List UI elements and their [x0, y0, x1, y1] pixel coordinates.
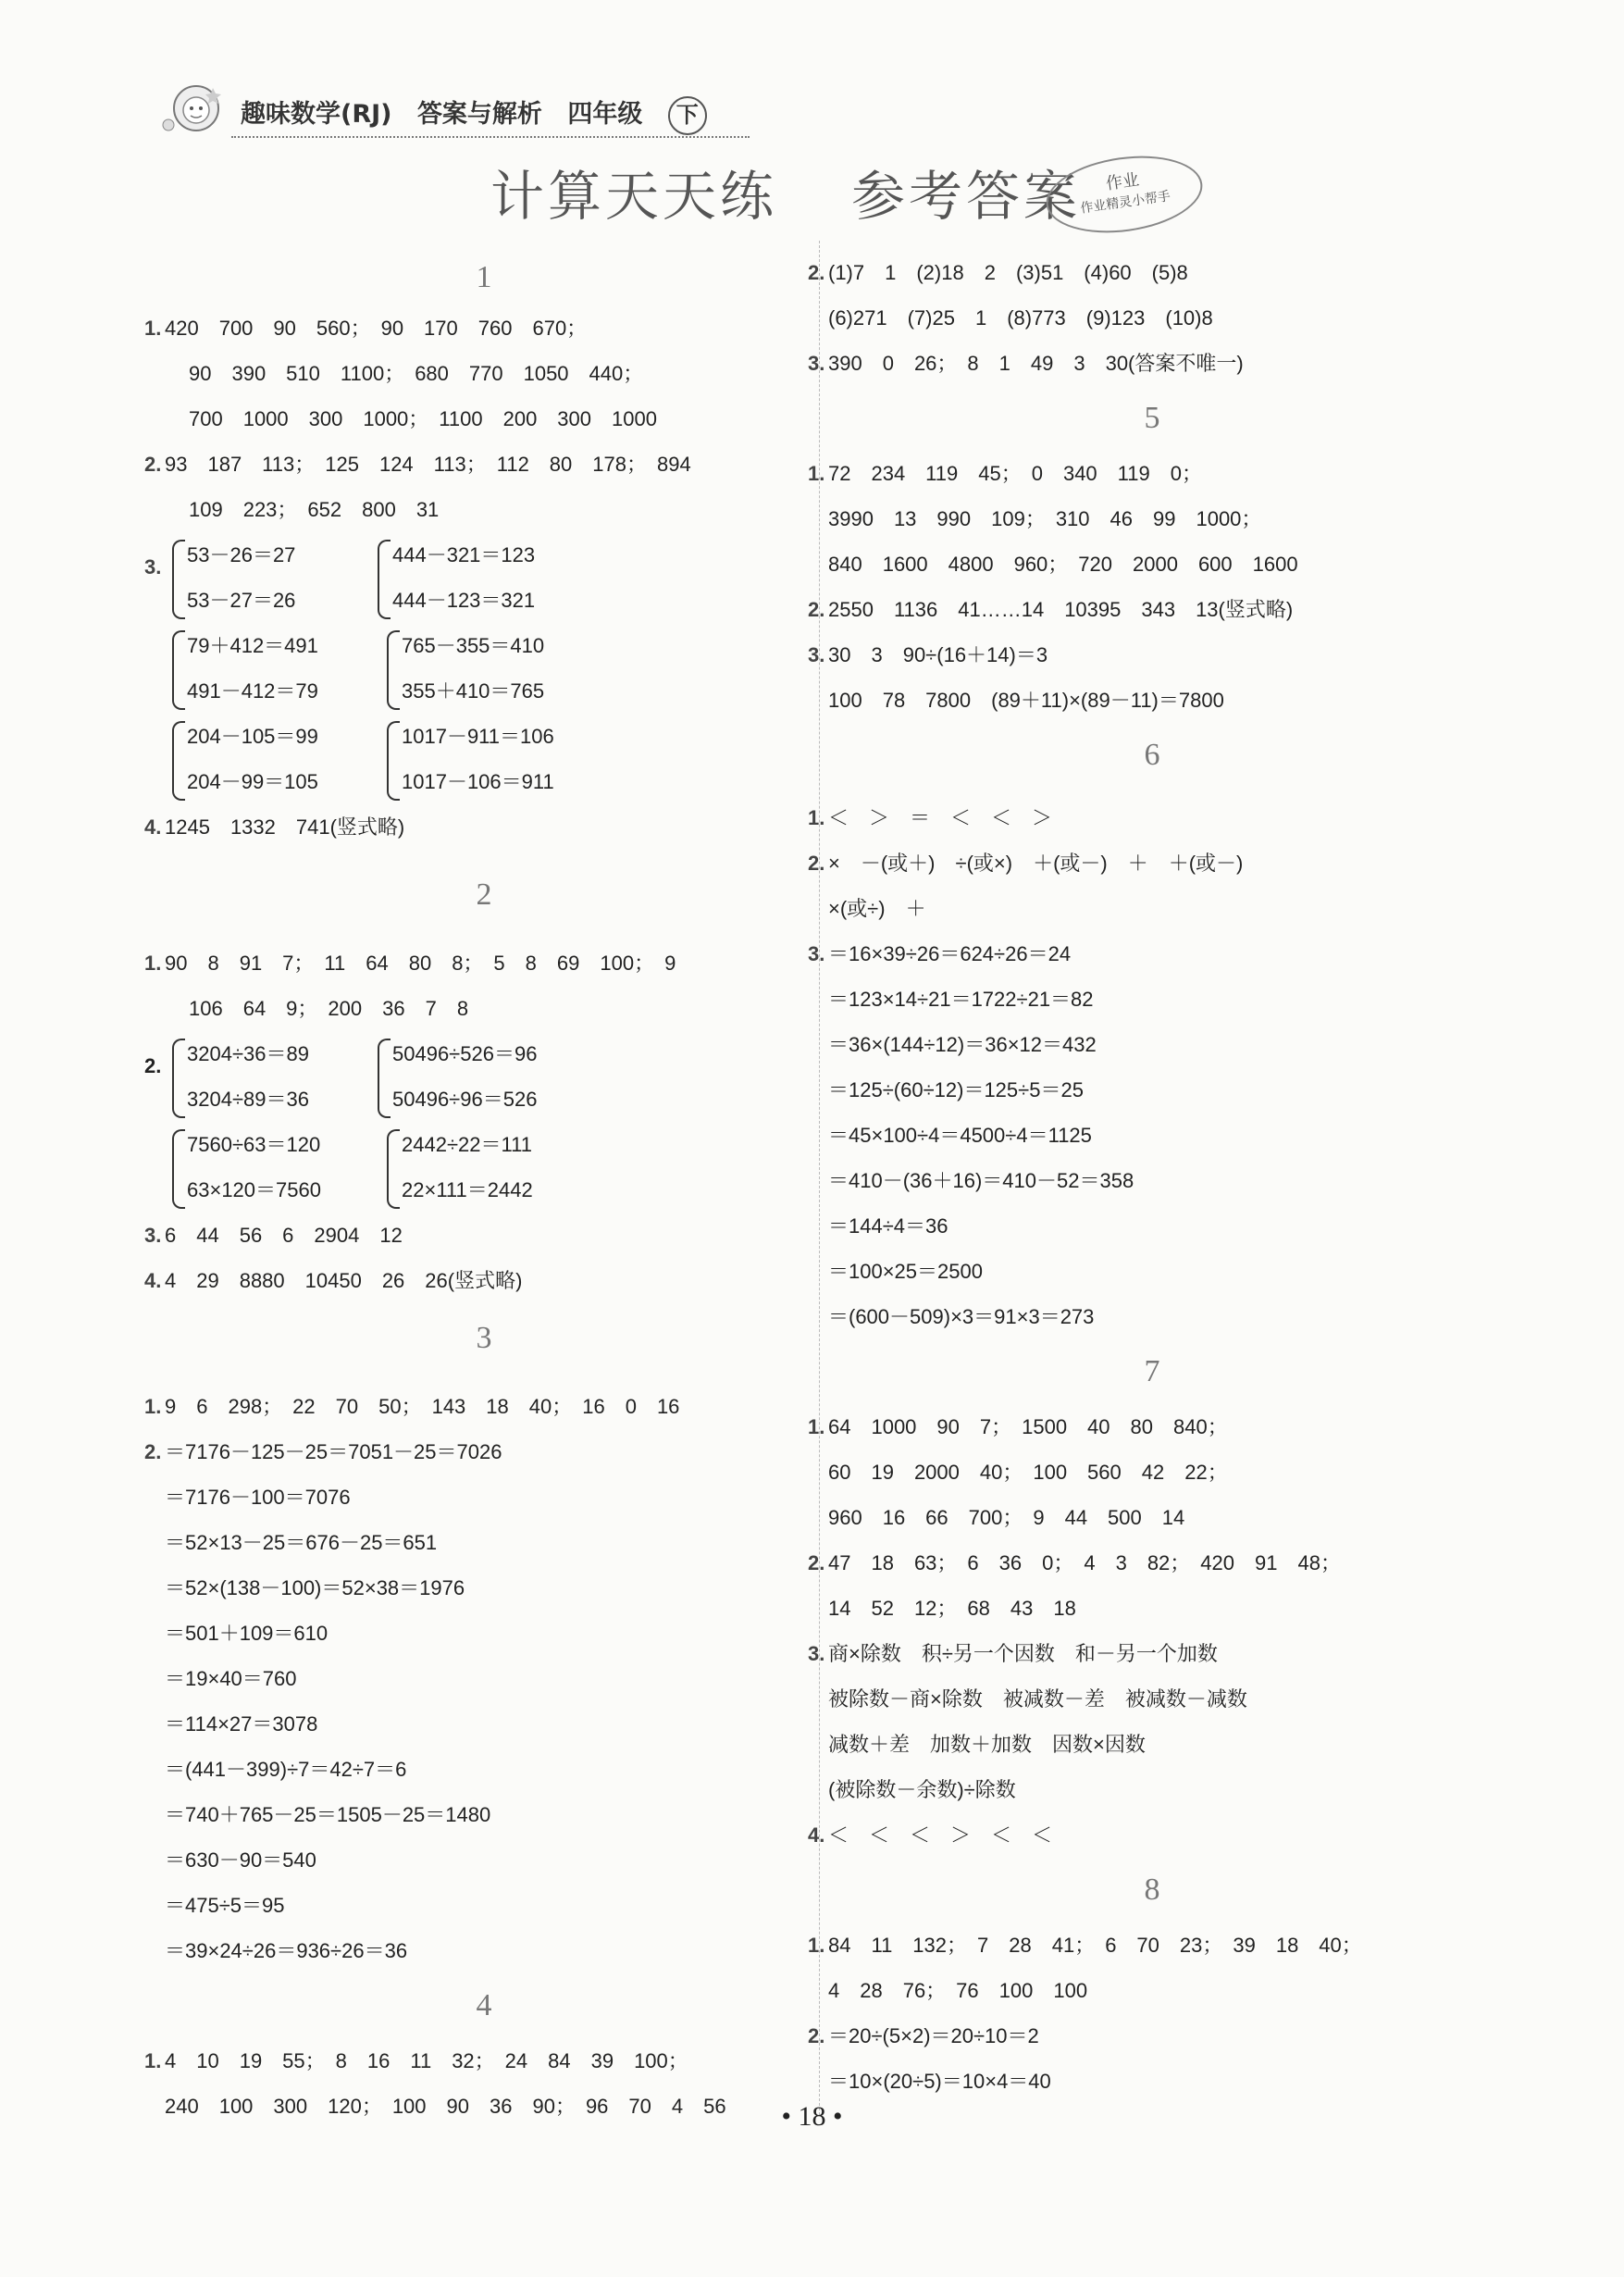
left-column — [144, 250, 803, 2129]
answer-line: 960 16 66 700； 9 44 500 14 — [828, 1506, 1185, 1529]
answer-line: 1. 72 234 119 45； 0 340 119 0； — [808, 462, 1202, 485]
book-series: 趣味数学(RJ) — [241, 100, 392, 129]
section-heading: 4 — [476, 1988, 492, 2022]
answer-line: ＝410－(36＋16)＝410－52＝358 — [828, 1169, 1134, 1192]
answer-line: 4 28 76； 76 100 100 — [828, 1979, 1088, 2002]
answer-line: 2. ＝7176－125－25＝7051－25＝7026 — [144, 1440, 502, 1463]
answer-line: (6)271 (7)25 1 (8)773 (9)123 (10)8 — [828, 306, 1213, 330]
answer-line: ＝36×(144÷12)＝36×12＝432 — [828, 1033, 1097, 1056]
answer-line: ＝144÷4＝36 — [828, 1214, 948, 1238]
book-section: 答案与解析 — [416, 100, 542, 129]
answer-line: 1. 84 11 132； 7 28 41； 6 70 23； 39 18 40； — [808, 1934, 1362, 1957]
answer-line: 2. 93 187 113； 125 124 113； 112 80 178； 894 — [144, 453, 691, 476]
book-header — [157, 79, 731, 143]
answer-line: 4. 4 29 8880 10450 26 26(竖式略) — [144, 1269, 523, 1292]
header-text — [241, 93, 724, 135]
answer-line: 60 19 2000 40； 100 560 42 22； — [828, 1461, 1228, 1484]
title-main: 计算天天练 — [490, 165, 778, 228]
page-number: • 18 • — [781, 2101, 843, 2132]
book-volume: 下 — [668, 96, 707, 135]
answer-line: ＝100×25＝2500 — [828, 1260, 983, 1283]
answer-line: 4. ＜ ＜ ＜ ＞ ＜ ＜ — [808, 1823, 1053, 1847]
section-heading: 7 — [1144, 1354, 1160, 1388]
answer-line: 100 78 7800 (89＋11)×(89－11)＝7800 — [828, 689, 1224, 712]
answer-line: ＝475÷5＝95 — [165, 1894, 285, 1917]
answer-line: 1. 90 8 91 7； 11 64 80 8； 5 8 69 100； 9 — [144, 952, 676, 975]
section-heading: 3 — [476, 1321, 492, 1355]
answer-line: 1. 64 1000 90 7； 1500 40 80 840； — [808, 1415, 1228, 1438]
answer-line: 2. (1)7 1 (2)18 2 (3)51 (4)60 (5)8 — [808, 261, 1188, 284]
answer-line: 840 1600 4800 960； 720 2000 600 1600 — [828, 553, 1298, 576]
section-heading: 5 — [1144, 401, 1160, 435]
answer-line: 4. 1245 1332 741(竖式略) — [144, 815, 405, 839]
answer-line: 90 390 510 1100； 680 770 1050 440； — [189, 362, 644, 385]
answer-line: ＝123×14÷21＝1722÷21＝82 — [828, 988, 1094, 1011]
answer-line: ＝7176－100＝7076 — [165, 1486, 351, 1509]
answer-line: 2. 47 18 63； 6 36 0； 4 3 82； 420 91 48； — [808, 1551, 1341, 1574]
answer-line: 减数＋差 加数＋加数 因数×因数 — [828, 1733, 1146, 1756]
section-heading: 6 — [1144, 738, 1160, 772]
answer-line: ＝45×100÷4＝4500÷4＝1125 — [828, 1124, 1092, 1147]
watermark-stamp: 作业 作业精灵小帮手 — [1041, 147, 1207, 243]
answer-line: 2. × －(或＋) ÷(或×) ＋(或－) ＋ ＋(或－) — [808, 852, 1244, 875]
answer-line: ＝630－90＝540 — [165, 1848, 316, 1872]
header-divider — [231, 136, 750, 138]
answer-line: ＝740＋765－25＝1505－25＝1480 — [165, 1803, 491, 1826]
right-column — [808, 250, 1476, 2104]
answer-line: ＝(600－509)×3＝91×3＝273 — [828, 1305, 1095, 1328]
title-sub: 参考答案 — [851, 165, 1082, 228]
equation-group: 7560÷63＝120 63×120＝7560 2442÷22＝111 22×111＝2442 — [165, 1122, 803, 1213]
answer-line: 1. 420 700 90 560； 90 170 760 670； — [144, 317, 588, 340]
answer-line: 1. 9 6 298； 22 70 50； 143 18 40； 16 0 16 — [144, 1395, 680, 1418]
answer-line: (被除数－余数)÷除数 — [828, 1778, 1016, 1801]
section-heading: 2 — [476, 877, 492, 912]
answer-line: ＝501＋109＝610 — [165, 1622, 329, 1645]
answer-line: ＝39×24÷26＝936÷26＝36 — [165, 1939, 408, 1962]
answer-line: 3. 6 44 56 6 2904 12 — [144, 1224, 403, 1247]
equation-group: 2. 3204÷36＝89 3204÷89＝36 50496÷526＝96 50496÷96＝526 — [165, 1031, 803, 1122]
answer-line: 3. 商×除数 积÷另一个因数 和－另一个加数 — [808, 1642, 1218, 1665]
answer-line: 240 100 300 120； 100 90 36 90； 96 70 4 56 — [165, 2095, 726, 2118]
answer-line: ×(或÷) ＋ — [828, 897, 926, 920]
equation-group: 3. 53－26＝27 53－27＝26 444－321＝123 444－123＝321 — [165, 532, 803, 623]
answer-line: 1. ＜ ＞ ＝ ＜ ＜ ＞ — [808, 806, 1053, 829]
answer-line: ＝52×13－25＝676－25＝651 — [165, 1531, 438, 1554]
answer-line: ＝19×40＝760 — [165, 1667, 297, 1690]
answer-line: ＝114×27＝3078 — [165, 1712, 318, 1736]
answer-line: 106 64 9； 200 36 7 8 — [189, 997, 469, 1020]
section-heading: 8 — [1144, 1873, 1160, 1907]
answer-line: ＝52×(138－100)＝52×38＝1976 — [165, 1576, 465, 1599]
answer-line: ＝125÷(60÷12)＝125÷5＝25 — [828, 1078, 1084, 1101]
section-heading: 1 — [476, 260, 492, 294]
answer-line: ＝(441－399)÷7＝42÷7＝6 — [165, 1758, 407, 1781]
answer-line: 2. ＝20÷(5×2)＝20÷10＝2 — [808, 2024, 1039, 2047]
answer-line: 109 223； 652 800 31 — [189, 498, 440, 521]
answer-line: ＝10×(20÷5)＝10×4＝40 — [828, 2070, 1051, 2093]
answer-line: 被除数－商×除数 被减数－差 被减数－减数 — [828, 1687, 1247, 1711]
equation-group: 204－105＝99 204－99＝105 1017－911＝106 1017－106＝911 — [165, 714, 803, 804]
answer-line: 700 1000 300 1000； 1100 200 300 1000 — [189, 407, 657, 430]
answer-line: 14 52 12； 68 43 18 — [828, 1597, 1076, 1620]
answer-line: 2. 2550 1136 41……14 10395 343 13(竖式略) — [808, 598, 1294, 621]
answer-line: 3. 390 0 26； 8 1 49 3 30(答案不唯一) — [808, 352, 1244, 375]
book-grade: 四年级 — [567, 100, 643, 129]
astronaut-mascot-icon — [157, 79, 231, 143]
answer-line: 3990 13 990 109； 310 46 99 1000； — [828, 507, 1262, 530]
answer-line: 3. 30 3 90÷(16＋14)＝3 — [808, 643, 1048, 666]
equation-group: 79＋412＝491 491－412＝79 765－355＝410 355＋410＝765 — [165, 623, 803, 714]
answer-line: 3. ＝16×39÷26＝624÷26＝24 — [808, 942, 1072, 965]
answer-line: 1. 4 10 19 55； 8 16 11 32； 24 84 39 100； — [144, 2049, 688, 2072]
